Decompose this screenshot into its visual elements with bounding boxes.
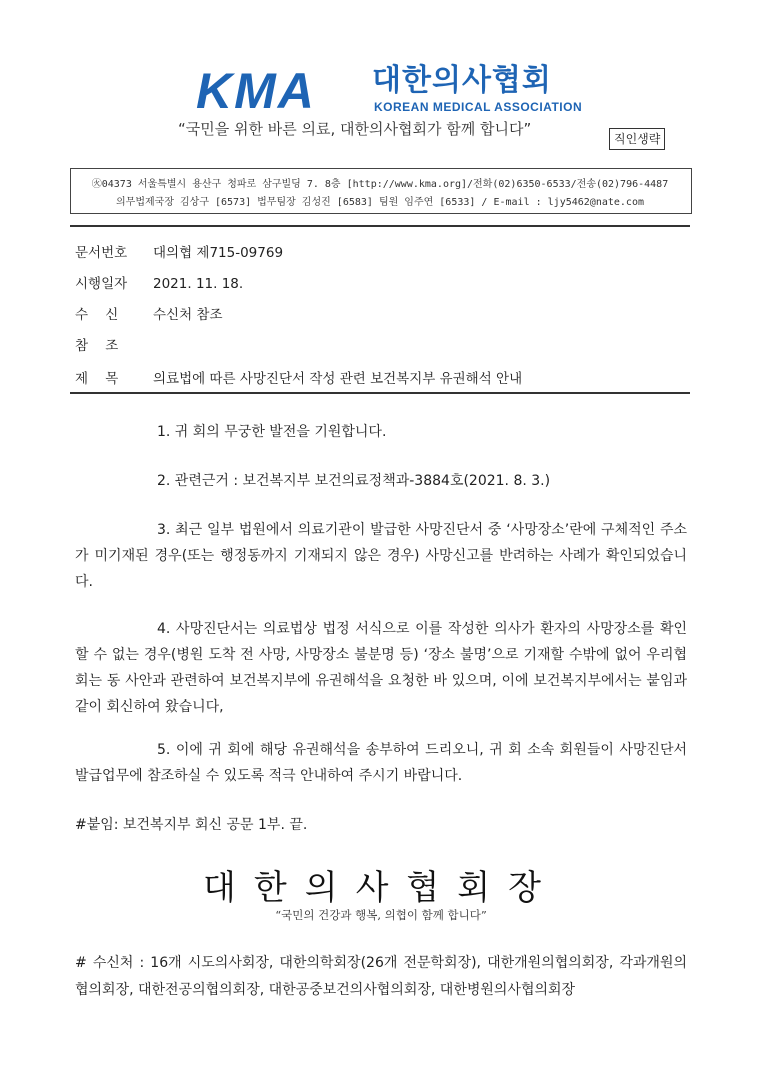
- paragraph-4: 4. 사망진단서는 의료법상 법정 서식으로 이를 작성한 의사가 환자의 사망장소를 확인할 수 없는 경우(병원 도착 전 사망, 사망장소 불분명 등) ‘장소 불명’으로 기재할 수밖에 없어 우리협회는 동 사안과 관련하여 보건복지부에 유권해석을 요청한 바 있으며, 이에 보건복지부에서는 붙임과 같이 회신하여 왔습니다,: [75, 621, 687, 715]
- recipient-label: 수 신: [75, 307, 119, 323]
- subject-label: 제 목: [75, 371, 119, 387]
- date-row: [75, 272, 243, 292]
- reference-row: [75, 334, 153, 354]
- recipients-list: # 수신처 : 16개 시도의사회장, 대한의학회장(26개 전문학회장), 대한개원의협의회장, 각과개원의협의회장, 대한전공의협의회장, 대한공중보건의사협의회장, 대한병원의사협의회장: [75, 955, 687, 998]
- doc-number: 대의협 제715-09769: [153, 245, 284, 261]
- org-name-en: KOREAN MEDICAL ASSOCIATION: [374, 100, 583, 114]
- doc-number-row: [75, 241, 283, 261]
- date-label: 시행일자: [75, 276, 128, 292]
- reference-label: 참 조: [75, 338, 119, 354]
- sender-motto: “국민의 건강과 행복, 의협이 함께 합니다”: [275, 908, 487, 922]
- sender-name: 대한의사협회장: [203, 868, 559, 908]
- subject-divider: [70, 392, 690, 394]
- subject-row: [75, 367, 522, 387]
- paragraph-2: 2. 관련근거 : 보건복지부 보건의료정책과-3884호(2021. 8. 3.): [157, 473, 551, 489]
- date: 2021. 11. 18.: [153, 276, 244, 292]
- recipient-row: [75, 303, 223, 323]
- subject: 의료법에 따른 사망진단서 작성 관련 보건복지부 유권해석 안내: [153, 371, 523, 387]
- paragraph-5: 5. 이에 귀 회에 해당 유권해석을 송부하여 드리오니, 귀 회 소속 회원들이 사망진단서 발급업무에 참조하실 수 있도록 적극 안내하여 주시기 바랍니다.: [75, 742, 687, 784]
- seal-omitted-stamp: 직인생략: [609, 128, 665, 150]
- top-divider: [70, 225, 690, 227]
- address-line-2: 의무법제국장 김상구 [6573] 법무팀장 김성진 [6583] 팀원 임주연 [6533] / E-mail : ljy5462@nate.com: [116, 197, 644, 208]
- paragraph-3: 3. 최근 일부 법원에서 의료기관이 발급한 사망진단서 중 ‘사망장소’란에 구체적인 주소가 미기재된 경우(또는 행정동까지 기재되지 않은 경우) 사망신고를 반려하는 사례가 확인되었습니다.: [75, 522, 687, 590]
- slogan: “국민을 위한 바른 의료, 대한의사협회가 함께 합니다”: [178, 120, 532, 138]
- address-line-1: ㊋04373 서울특별시 용산구 청파로 삼구빌딩 7. 8층 [http://www.kma.org]/전화(02)6350-6533/전송(02)796-4487: [91, 179, 669, 190]
- kma-logo: KMA: [196, 63, 316, 119]
- recipient: 수신처 참조: [153, 307, 223, 323]
- doc-number-label: 문서번호: [75, 245, 128, 261]
- paragraph-1: 1. 귀 회의 무궁한 발전을 기원합니다.: [157, 424, 387, 440]
- attachment-note: #붙임: 보건복지부 회신 공문 1부. 끝.: [75, 817, 308, 833]
- org-name-kr: 대한의사협회: [372, 63, 552, 98]
